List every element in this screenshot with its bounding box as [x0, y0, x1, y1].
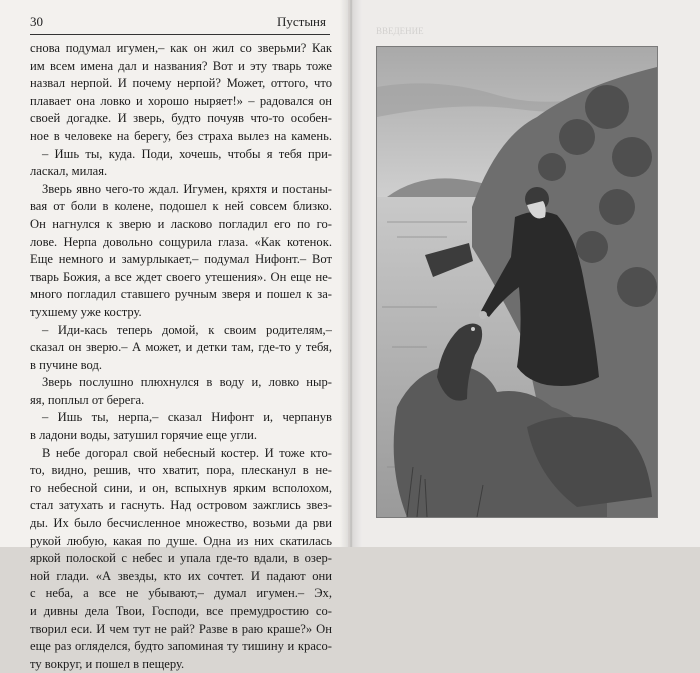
text-line: – Ишь ты, нерпа,– сказал Нифонт и, черпанув [42, 410, 332, 425]
text-line: плавает она ловко и хорошо ныряет!» – радовался он [30, 93, 332, 108]
text-line: лове. Нерпа довольно сощурила глаза. «Как котенок. [30, 234, 332, 249]
text-line: ласкал, милая. [30, 164, 108, 179]
text-line: рукой любую, какая по душе. Одна из них скатилась [30, 533, 332, 548]
text-line: назвал нерпой. И почему нерпой? Может, оттого, что [30, 76, 332, 91]
text-line: в ладони воды, затушил горячие еще угли. [30, 428, 258, 443]
text-line: то, видно, решив, что хватит, пора, плесканул в не- [30, 463, 332, 478]
book-gutter [340, 0, 362, 547]
text-line: ное в человеке на берегу, без страха вылез на камень. [30, 128, 332, 143]
page-number: 30 [30, 14, 43, 29]
text-line: сказал он зверю.– А может, и детки там, где-то у тебя, [30, 340, 332, 355]
text-line: стал затухать и гаснуть. Над островом зажглись звез- [30, 498, 332, 513]
text-line: Еще немного и замурлыкает,– подумал Нифонт.– Вот [30, 252, 332, 267]
text-line: творил еси. И чем тут не рай? Разве в раю краше?» Он [30, 621, 332, 636]
text-line: вая от боли в колене, подошел к ней совсем близко. [30, 199, 332, 214]
text-line: яркой полоской с небес и упала где-то вдали, в озер- [30, 551, 332, 566]
text-line: еще раз огляделся, будто запоминая ту тишину и красо- [30, 639, 332, 654]
text-line: с неба, а все не убывают,– думал игумен.– Эх, [30, 586, 332, 601]
illustration [376, 46, 658, 518]
running-title: Пустыня [276, 14, 326, 29]
text-line: снова подумал игумен,– как он жил со зверьми? Как [30, 41, 332, 55]
text-line: ной глади. «А звезды, кто их сочтет. И падают они [30, 568, 332, 583]
body-text [30, 40, 332, 673]
text-line: Зверь явно чего-то ждал. Игумен, кряхтя и постаны- [42, 181, 332, 196]
text-line: и дивны дела Твои, Господи, все премудростию со- [30, 604, 332, 618]
text-line: ды. Их было бесчисленное множество, возьми да рви [30, 516, 332, 531]
illustration-drawing [377, 47, 657, 517]
text-line: в пучине вод. [30, 357, 103, 372]
text-line: яя, поплыл от берега. [30, 392, 145, 407]
monk-hand [479, 311, 487, 319]
text-line: – Иди-кась теперь домой, к своим родителям,– [42, 322, 332, 337]
text-line: им всем имена дал и названия? Вот и эту тварь тоже [30, 58, 332, 73]
text-line: – Ишь ты, куда. Поди, хочешь, чтобы я тебя при- [42, 146, 332, 161]
text-line: ту вокруг, и пошел в пещеру. [30, 656, 185, 671]
text-line: тварь Божия, а все ждет своего утешения». Он еще не- [30, 269, 332, 284]
text-line: много погладил ставшего ручным зверя и пошел к за- [30, 287, 332, 302]
text-line: Он нагнулся к зверю и ласково погладил его по го- [30, 216, 332, 231]
text-line: тухшему уже костру. [30, 304, 142, 319]
text-line: своей догадке. И зверь, будто почуяв что-то особен- [30, 111, 332, 126]
seal-eye [471, 327, 475, 331]
text-line: го небесной сини, и он, вспыхнув ярким всполохом, [30, 480, 332, 495]
bleed-through-text: ВВЕДЕНИЕ [376, 26, 424, 36]
running-head [30, 14, 330, 35]
text-line: Зверь послушно плюхнулся в воду и, ловко ныр- [42, 375, 332, 390]
text-line: В небе догорал свой небесный костер. И тоже кто- [42, 445, 332, 460]
